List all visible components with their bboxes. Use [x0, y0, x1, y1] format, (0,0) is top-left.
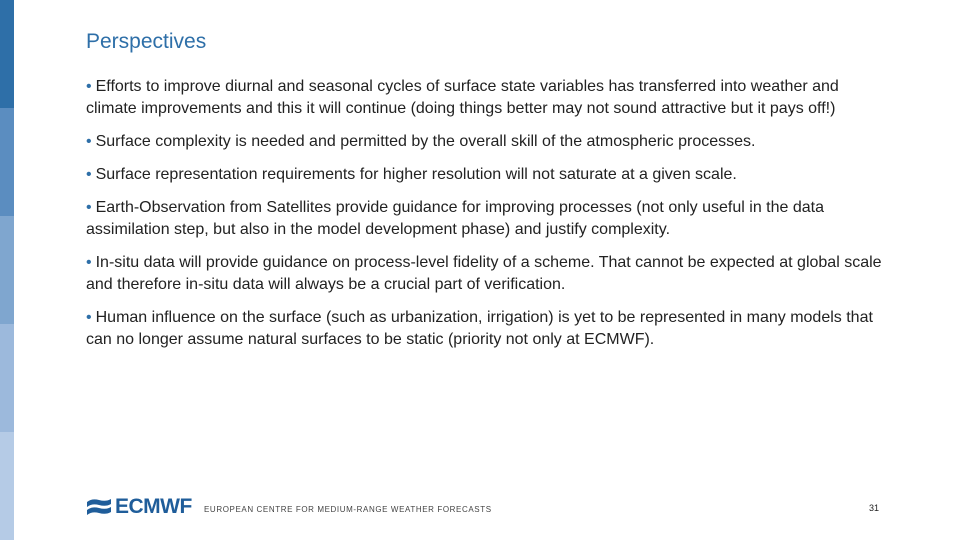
- bullet-list: [86, 76, 886, 362]
- bullet-item: [86, 197, 886, 241]
- bullet-marker: •: [86, 199, 92, 216]
- organization-name: EUROPEAN CENTRE FOR MEDIUM-RANGE WEATHER FORECASTS: [204, 505, 492, 514]
- side-bar-segment: [0, 0, 14, 108]
- bullet-text: In-situ data will provide guidance on process-level fidelity of a scheme. That cannot be expected at global scale and therefore in-situ data will always be a crucial part of verification.: [86, 254, 882, 293]
- bullet-item: [86, 131, 886, 153]
- side-bar-segment: [0, 324, 14, 432]
- side-bar-segment: [0, 108, 14, 216]
- bullet-marker: •: [86, 166, 92, 183]
- bullet-marker: •: [86, 133, 92, 150]
- side-bar-segment: [0, 432, 14, 540]
- slide-title: Perspectives: [86, 30, 207, 53]
- ecmwf-logo-icon: [86, 497, 112, 517]
- logo-text: ECMWF: [115, 495, 192, 518]
- side-bar-segment: [0, 216, 14, 324]
- bullet-marker: •: [86, 254, 92, 271]
- bullet-marker: •: [86, 78, 92, 95]
- bullet-text: Efforts to improve diurnal and seasonal cycles of surface state variables has transferred into weather and climate improvements and this it will continue (doing things better may not sound attractive but it pays off!): [86, 78, 839, 117]
- bullet-item: [86, 307, 886, 351]
- page-number: 31: [869, 503, 880, 513]
- bullet-item: [86, 164, 886, 186]
- ecmwf-logo: [86, 496, 192, 518]
- bullet-text: Surface complexity is needed and permitted by the overall skill of the atmospheric processes.: [95, 133, 756, 150]
- bullet-item: [86, 252, 886, 296]
- bullet-text: Surface representation requirements for higher resolution will not saturate at a given scale.: [95, 166, 737, 183]
- side-accent-bar: [0, 0, 14, 540]
- bullet-text: Earth-Observation from Satellites provide guidance for improving processes (not only useful in the data assimilation step, but also in the model development phase) and justify complexity.: [86, 199, 824, 238]
- bullet-text: Human influence on the surface (such as urbanization, irrigation) is yet to be represented in many models that can no longer assume natural surfaces to be static (priority not only at ECMWF).: [86, 309, 873, 348]
- bullet-item: [86, 76, 886, 120]
- bullet-marker: •: [86, 309, 92, 326]
